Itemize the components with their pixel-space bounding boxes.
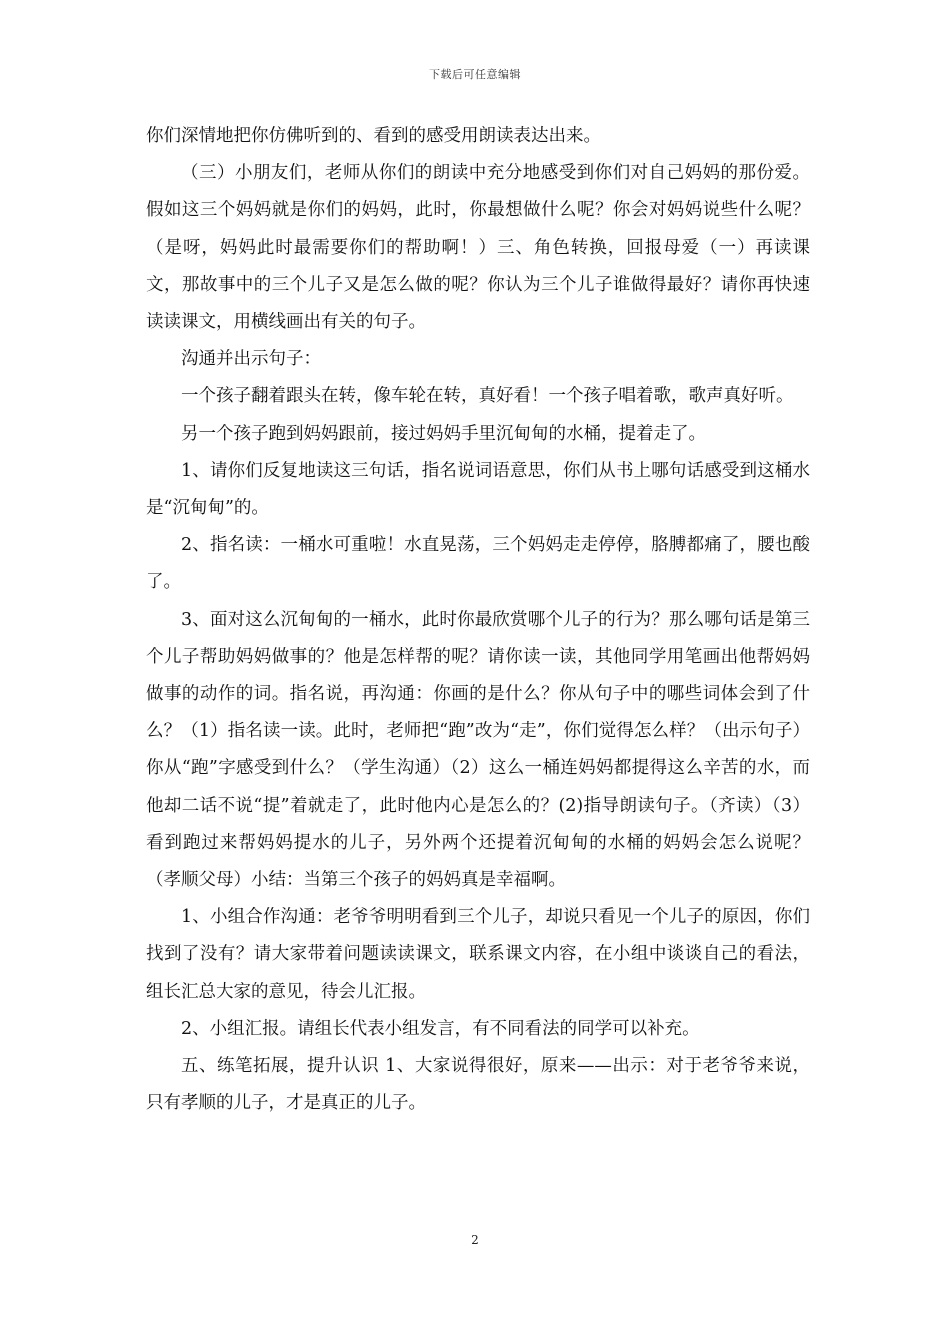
paragraph: 你们深情地把你仿佛听到的、看到的感受用朗读表达出来。 <box>146 126 601 146</box>
paragraph: 3、面对这么沉甸甸的一桶水，此时你最欣赏哪个儿子的行为？那么哪句话是第三个儿子帮助妈妈做事的？他是怎样帮的呢？请你读一读，其他同学用笔画出他帮妈妈做事的动作的词。指名说，再沟通：你画的是什么？你从句子中的哪些词体会到了什么？（1）指名读一读。此时，老师把“跑”改为“走”，你们觉得怎么样？（出示句子）你从“跑”字感受到什么？（学生沟通）（2）这么一桶连妈妈都提得这么辛苦的水，而他却二话不说“提”着就走了，此时他内心是怎么的？(2)指导朗读句子。（齐读）（3）看到跑过来帮妈妈提水的儿子，另外两个还提着沉甸甸的水桶的妈妈会怎么说呢？（孝顺父母）小结：当第三个孩子的妈妈真是幸福啊。 <box>146 609 810 891</box>
paragraph: （三）小朋友们，老师从你们的朗读中充分地感受到你们对自己妈妈的那份爱。假如这三个妈妈就是你们的妈妈，此时，你最想做什么呢？你会对妈妈说些什么呢？（是呀，妈妈此时最需要你们的帮助啊！）三、角色转换，回报母爱（一）再读课文，那故事中的三个儿子又是怎么做的呢？你认为三个儿子谁做得最好？请你再快速读读课文，用横线画出有关的句子。 <box>146 163 810 333</box>
paragraph: 2、指名读：一桶水可重啦！水直晃荡，三个妈妈走走停停，胳膊都痛了，腰也酸了。 <box>146 535 810 593</box>
page-number: 2 <box>471 1233 479 1247</box>
paragraph: 一个孩子翻着跟头在转，像车轮在转，真好看！一个孩子唱着歌，歌声真好听。 <box>181 386 794 407</box>
paragraph: 五、练笔拓展，提升认识 1、大家说得很好，原来——出示：对于老爷爷来说，只有孝顺的儿子，才是真正的儿子。 <box>146 1056 810 1114</box>
page-header: 下载后可任意编辑 <box>429 68 521 81</box>
document-body <box>146 118 810 1122</box>
paragraph: 1、小组合作沟通：老爷爷明明看到三个儿子，却说只看见一个儿子的原因，你们找到了没有？请大家带着问题读读课文，联系课文内容，在小组中谈谈自己的看法，组长汇总大家的意见，待会儿汇报。 <box>146 907 810 1002</box>
paragraph: 沟通并出示句子： <box>181 349 321 370</box>
paragraph: 1、请你们反复地读这三句话，指名说词语意思，你们从书上哪句话感受到这桶水是“沉甸甸”的。 <box>146 460 810 519</box>
paragraph: 另一个孩子跑到妈妈跟前，接过妈妈手里沉甸甸的水桶，提着走了。 <box>181 423 706 444</box>
paragraph: 2、小组汇报。请组长代表小组发言，有不同看法的同学可以补充。 <box>181 1018 700 1039</box>
